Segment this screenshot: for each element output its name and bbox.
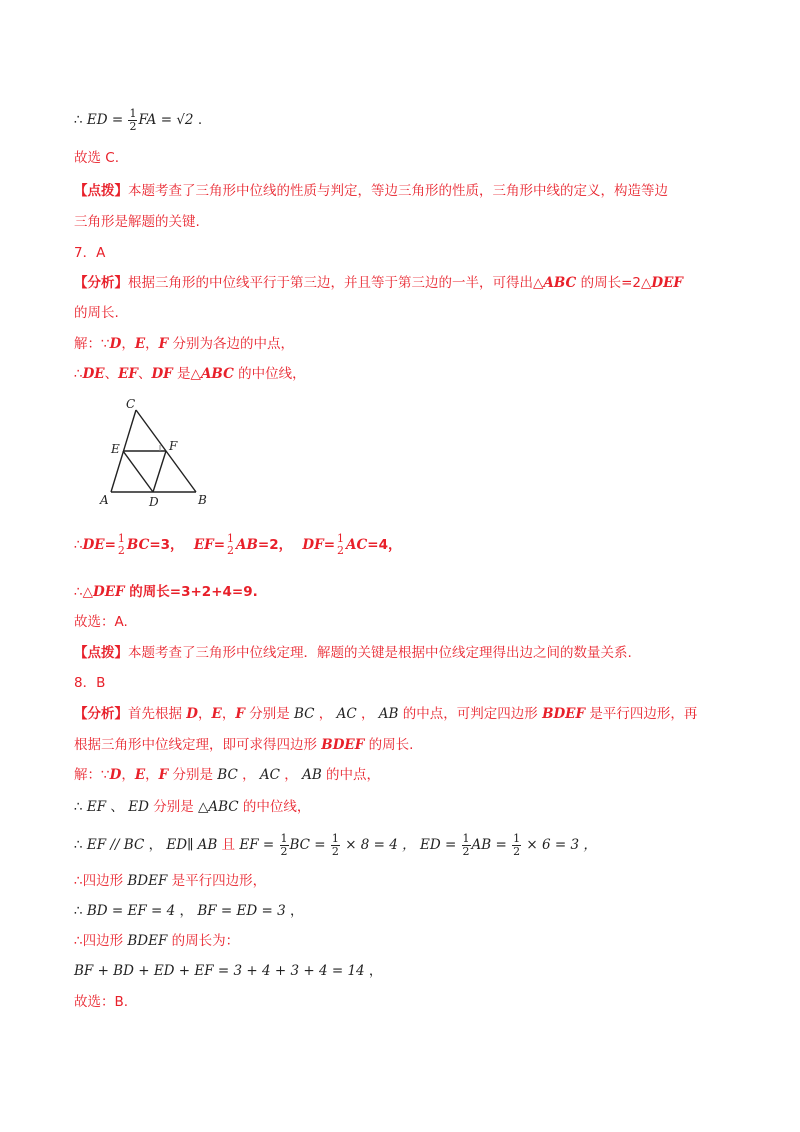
- solution-line: ∴ BD = EF = 4 ， BF = ED = 3 ，: [74, 903, 304, 919]
- math-fa: FA: [138, 112, 157, 128]
- solution-line: ∴DE、EF、DF 是△ABC 的中位线，: [74, 366, 306, 382]
- question-8-answer: 8．B: [74, 675, 106, 691]
- tip-paragraph: 【点拨】本题考查了三角形中位线定理．解题的关键是根据中位线定理得出边之间的数量关系.: [74, 645, 632, 661]
- solution-line: 解：∵D，E，F 分别为各边的中点，: [74, 336, 294, 352]
- solution-line: ∴ EF 、 ED 分别是 △ABC 的中位线，: [74, 799, 311, 815]
- analysis-paragraph: 【分析】根据三角形的中位线平行于第三边，并且等于第三边的一半，可得出△ABC 的周长=2△DEF: [74, 275, 683, 291]
- fraction-half: $\frac{1}{2}$: [331, 831, 339, 858]
- solution-line: 解：∵D，E，F 分别是 BC ， AC ， AB 的中点，: [74, 767, 381, 783]
- fraction-half: $\frac{1}{2}$: [513, 831, 521, 858]
- fraction-half: 1 2: [337, 532, 345, 557]
- segment-fd: [153, 451, 166, 492]
- label-b: B: [198, 493, 207, 507]
- label-e: E: [111, 442, 120, 456]
- solution-line-halves: ∴DE= 1 2 BC=3， EF= 1 2 AB=2， DF= 1 2 AC=4，: [74, 532, 402, 557]
- tip-tag: 【点拨】: [74, 645, 128, 661]
- triangle-figure: [96, 394, 216, 514]
- answer-line: 故选：B.: [74, 994, 129, 1010]
- fraction-half: $\frac{1}{2}$: [129, 106, 137, 133]
- label-c: C: [126, 397, 136, 411]
- analysis-tag: 【分析】: [74, 706, 128, 722]
- fraction-half: $\frac{1}{2}$: [280, 831, 288, 858]
- fraction-half: 1 2: [227, 532, 235, 557]
- answer-line: 故选：A.: [74, 614, 128, 630]
- solution-line-lengths: ∴ EF // BC ， ED∥ AB 且 EF = $\frac{1}{2}$ BC = $\frac{1}{2}$ × 8 = 4 ， ED = $\frac{1}{2}$ AB = $\frac{1}{2}$ × 6 = 3 ，: [74, 831, 597, 858]
- math-ed: ED: [86, 112, 108, 128]
- analysis-paragraph-cont: 根据三角形中位线定理，即可求得四边形 BDEF 的周长.: [74, 737, 414, 753]
- label-f: F: [169, 439, 178, 453]
- solution-line: ∴四边形 BDEF 是平行四边形，: [74, 873, 267, 889]
- fraction-half: $\frac{1}{2}$: [462, 831, 470, 858]
- fraction-half: 1 2: [117, 532, 125, 557]
- segment-ed: [123, 451, 153, 492]
- question-7-answer: 7．A: [74, 245, 106, 261]
- solution-line-ed: ∴ ED = $\frac{1}{2}$ FA = √2 .: [74, 106, 203, 133]
- label-a: A: [100, 493, 109, 507]
- label-d: D: [149, 495, 159, 509]
- perimeter-expression: BF + BD + ED + EF = 3 + 4 + 3 + 4 = 14 ，: [74, 963, 383, 979]
- tip-paragraph-cont: 三角形是解题的关键.: [74, 214, 200, 230]
- solution-line: ∴△DEF 的周长=3+2+4=9.: [74, 584, 258, 600]
- therefore-symbol: ∴: [74, 112, 83, 128]
- solution-line: ∴四边形 BDEF 的周长为：: [74, 933, 240, 949]
- tip-paragraph: 【点拨】本题考查了三角形中位线的性质与判定，等边三角形的性质，三角形中线的定义，构造等边: [74, 183, 668, 199]
- analysis-paragraph: 【分析】首先根据 D，E，F 分别是 BC ， AC ， AB 的中点，可判定四边形 BDEF 是平行四边形，再: [74, 706, 698, 722]
- math-eq: =: [107, 112, 128, 128]
- analysis-paragraph-cont: 的周长.: [74, 305, 119, 321]
- answer-line: 故选 C.: [74, 150, 120, 166]
- tip-tag: 【点拨】: [74, 183, 128, 199]
- math-sqrt2: = √2: [156, 112, 194, 128]
- analysis-tag: 【分析】: [74, 275, 128, 291]
